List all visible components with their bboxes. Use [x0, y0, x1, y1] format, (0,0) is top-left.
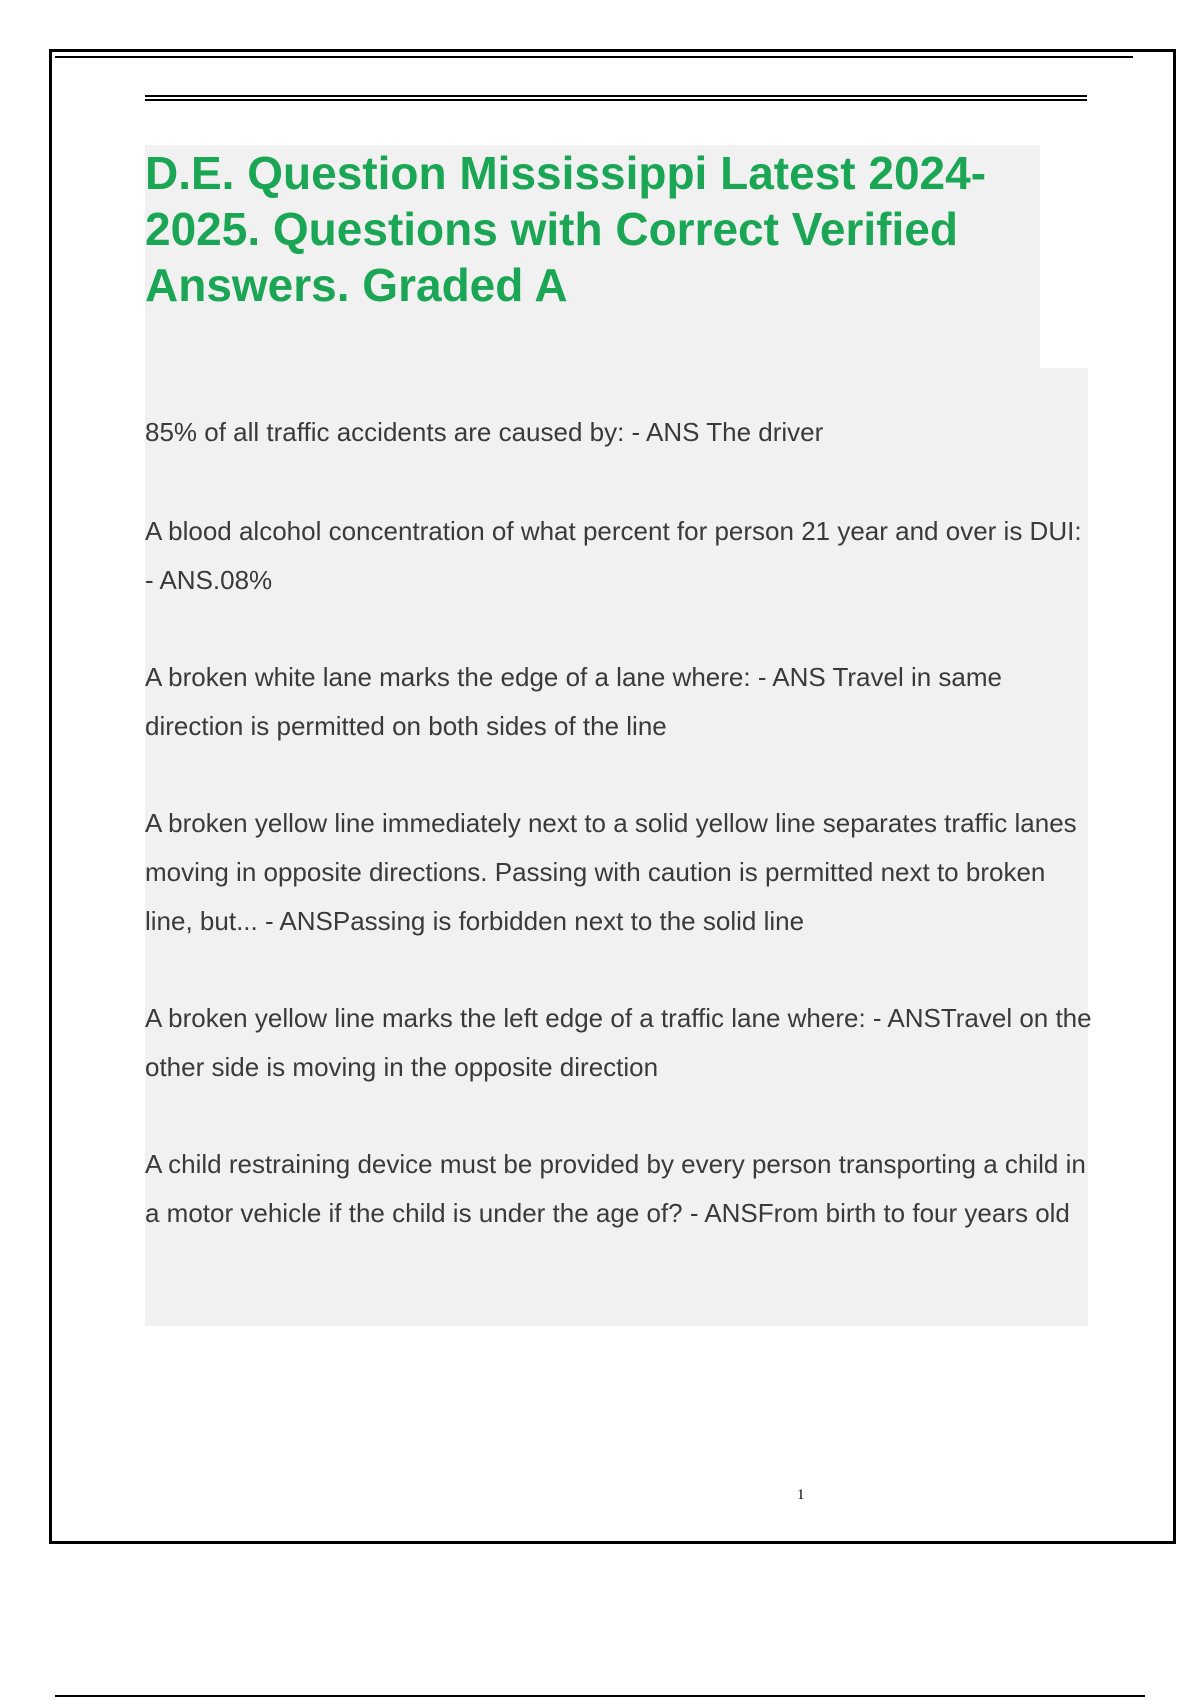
next-page-rule: [55, 1695, 1145, 1697]
title-highlight: [145, 145, 1040, 370]
qa-item-3: A broken white lane marks the edge of a lane where: - ANS Travel in same direction is permitted on both sides of the line: [145, 662, 1003, 741]
qa-item-6: A child restraining device must be provided by every person transporting a child in a motor vehicle if the child is under the age of? - ANSFrom birth to four years old: [145, 1149, 1086, 1228]
page-number: 1: [797, 1487, 805, 1503]
document-title: D.E. Question Mississippi Latest 2024-2025. Questions with Correct Verified Answers. Graded A: [145, 147, 987, 311]
header-rule-top: [145, 95, 1087, 97]
qa-item-4: A broken yellow line immediately next to a solid yellow line separates traffic lanes moving in opposite directions. Passing with caution is permitted next to broken line, but... - ANSPassing is forbidden next to the solid line: [145, 808, 1077, 936]
header-rule-bottom: [145, 99, 1087, 101]
qa-item-5: A broken yellow line marks the left edge of a traffic lane where: - ANSTravel on the other side is moving in the opposite direction: [145, 1003, 1092, 1082]
page-border-inner-rule: [55, 56, 1133, 58]
qa-item-1: 85% of all traffic accidents are caused by: - ANS The driver: [145, 417, 824, 447]
qa-item-2: A blood alcohol concentration of what percent for person 21 year and over is DUI: - ANS.08%: [145, 516, 1082, 595]
